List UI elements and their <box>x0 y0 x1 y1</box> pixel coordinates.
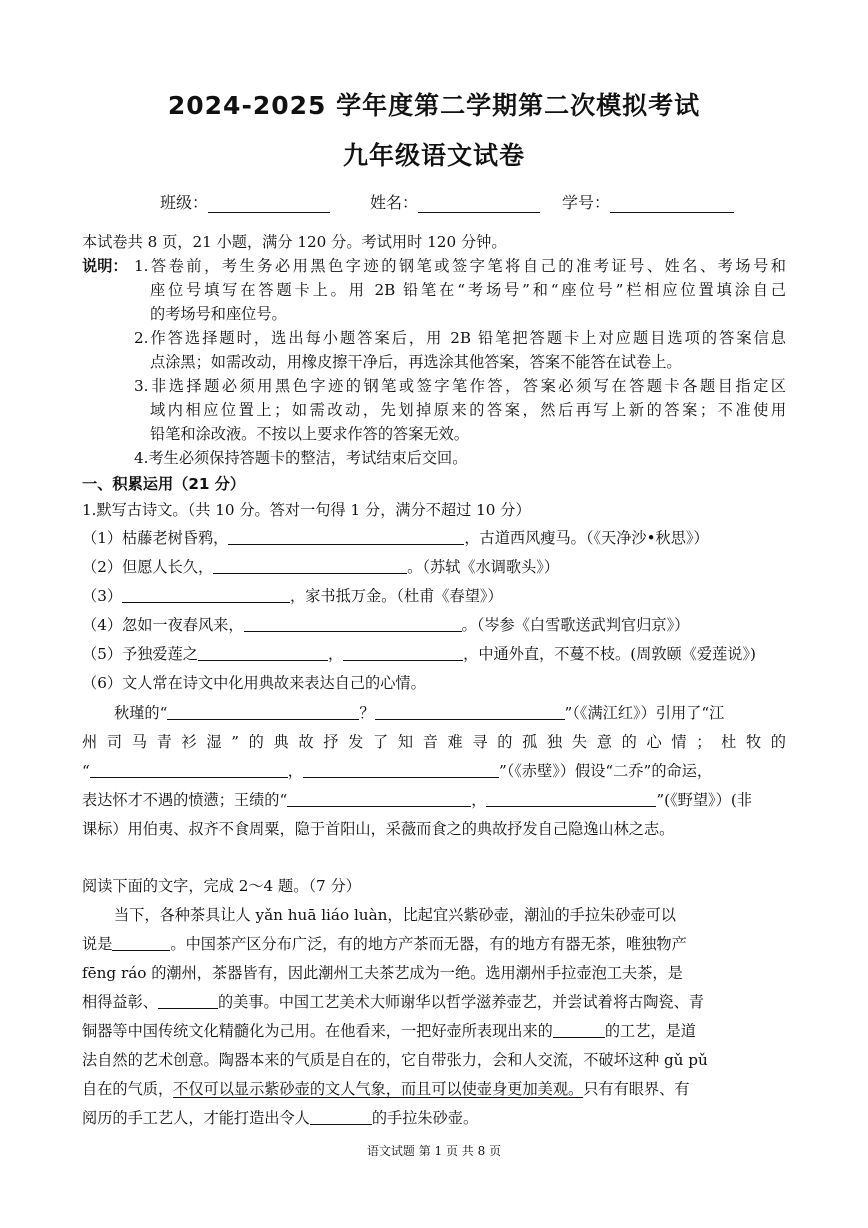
reading-line-2: 说是 。中国茶产区分布广泛，有的地方产茶而无器，有的地方有器无茶，唯独物产 <box>82 935 687 953</box>
id-label: 学号： <box>562 193 611 212</box>
q1-item-5: （5）予独爱莲之 ， ，中通外直，不蔓不枝。(周敦颐《爱莲说》) <box>82 645 756 663</box>
section-1-heading: 一、积累运用（21 分） <box>82 475 246 493</box>
q1-6-para-line-5: 课标）用伯夷、叔齐不食周粟，隐于首阳山，采薇而食之的典故抒发自己隐逸山林之志。 <box>82 820 675 838</box>
answer-blank <box>198 645 328 661</box>
note-3-line-1: 3.非选择题必须用黑色字迹的钢笔或签字笔作答，答案必须写在答题卡各题目指定区 <box>134 377 786 395</box>
answer-blank <box>303 762 499 778</box>
q1-6-para-line-2: 州司马青衫湿”的典故抒发了知音难寻的孤独失意的心情；杜牧的 <box>82 733 786 751</box>
underlined-sentence: 不仅可以显示紫砂壶的文人气象，而且可以使壶身更加美观。 <box>173 1080 584 1098</box>
reading-instruction: 阅读下面的文字，完成 2～4 题。（7 分） <box>82 877 361 895</box>
answer-blank <box>90 762 288 778</box>
answer-blank <box>122 587 290 603</box>
note-1-line-1: 1.答卷前，考生务必用黑色字迹的钢笔或签字笔将自己的准考证号、姓名、考场号和 <box>134 257 786 275</box>
q1-item-3: （3） ，家书抵万金。（杜甫《春望》） <box>82 587 503 605</box>
answer-blank <box>287 791 471 807</box>
answer-blank <box>553 1022 605 1038</box>
answer-blank <box>228 529 464 545</box>
class-field <box>160 190 330 213</box>
answer-blank <box>167 704 359 720</box>
reading-line-4: 相得益彰、 的美事。中国工艺美术大师谢华以哲学滋养壶艺，并尝试着将古陶瓷、青 <box>82 993 704 1011</box>
answer-blank <box>213 558 407 574</box>
q1-6-para-line-3: “ ， ”（《赤壁》）假设“二乔”的命运， <box>82 762 713 780</box>
class-blank <box>208 196 330 213</box>
q1-item-1: （1）枯藤老树昏鸦， ，古道西风瘦马。（《天净沙•秋思》） <box>82 529 709 547</box>
note-3-line-3: 铅笔和涂改液。不按以上要求作答的答案无效。 <box>150 425 469 443</box>
reading-line-6: 法自然的艺术创意。陶器本来的气质是自在的，它自带张力，会和人交流，不破坏这种 gǔ pǔ <box>82 1051 708 1069</box>
reading-line-8: 阅历的手工艺人，才能打造出令人 的手拉朱砂壶。 <box>82 1109 479 1127</box>
q1-6-para-line-4: 表达怀才不遇的愤懑；王绩的“ ， ”(《野望》）(非 <box>82 791 752 809</box>
reading-line-5: 铜器等中国传统文化精髓化为己用。在他看来，一把好壶所表现出来的 的工艺，是道 <box>82 1022 696 1040</box>
note-1-line-2: 座位号填写在答题卡上。用 2B 铅笔在“考场号”和“座位号”栏相应位置填涂自己 <box>150 281 786 299</box>
page-footer: 语文试题 第 1 页 共 8 页 <box>366 1144 502 1158</box>
q1-6-para-line-1: 秋瑾的“ ？ ”（《满江红》）引用了“江 <box>114 704 725 722</box>
q1-item-4: （4）忽如一夜春风来， 。（岑参《白雪歌送武判官归京》） <box>82 616 690 634</box>
note-1-line-3: 的考场号和座位号。 <box>150 305 287 323</box>
q1-item-6: （6）文人常在诗文中化用典故来表达自己的心情。 <box>82 674 426 692</box>
note-4-line-1: 4.考生必须保持答题卡的整洁，考试结束后交回。 <box>134 449 468 467</box>
note-3-line-2: 域内相应位置上；如需改动，先划掉原来的答案，然后再写上新的答案；不准使用 <box>150 401 786 419</box>
reading-line-7: 自在的气质，不仅可以显示紫砂壶的文人气象，而且可以使壶身更加美观。只有有眼界、有 <box>82 1080 690 1098</box>
answer-blank <box>343 645 463 661</box>
class-label: 班级： <box>160 193 209 212</box>
id-field <box>562 190 734 213</box>
note-2-line-1: 2.作答选择题时，选出每小题答案后，用 2B 铅笔把答题卡上对应题目选项的答案信息 <box>134 329 786 347</box>
reading-line-3: fēng ráo 的潮州，茶器皆有，因此潮州工夫茶艺成为一绝。选用潮州手拉壶泡工夫茶，是 <box>82 964 683 982</box>
notes-label: 说明： <box>82 257 128 275</box>
id-blank <box>610 196 734 213</box>
exam-subtitle: 九年级语文试卷 <box>342 141 525 170</box>
intro-text: 本试卷共 8 页，21 小题，满分 120 分。考试用时 120 分钟。 <box>82 233 507 251</box>
q1-item-2: （2）但愿人长久， 。（苏轼《水调歌头》） <box>82 558 560 576</box>
name-label: 姓名： <box>370 193 419 212</box>
name-field <box>370 190 540 213</box>
reading-line-1: 当下，各种茶具让人 yǎn huā liáo luàn，比起宜兴紫砂壶，潮汕的手拉朱砂壶可以 <box>114 906 676 924</box>
answer-blank <box>244 616 462 632</box>
answer-blank <box>375 704 565 720</box>
exam-title: 2024-2025 学年度第二学期第二次模拟考试 <box>167 91 701 120</box>
name-blank <box>418 196 540 213</box>
note-2-line-2: 点涂黑；如需改动，用橡皮擦干净后，再选涂其他答案，答案不能答在试卷上。 <box>150 353 682 371</box>
answer-blank <box>486 791 656 807</box>
question-1-stem: 1.默写古诗文。（共 10 分。答对一句得 1 分，满分不超过 10 分） <box>82 501 531 519</box>
answer-blank <box>158 993 218 1009</box>
answer-blank <box>310 1109 372 1125</box>
answer-blank <box>112 935 170 951</box>
